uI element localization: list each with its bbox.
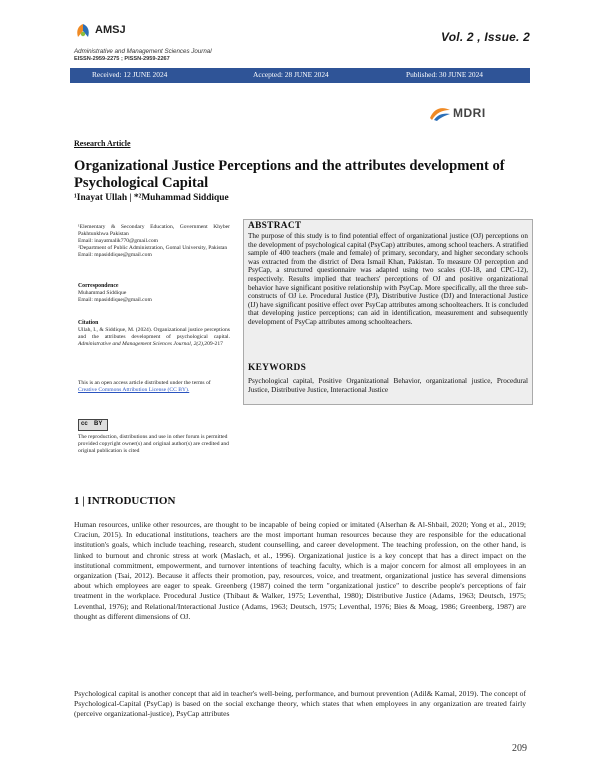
received-date: Received: 12 JUNE 2024: [92, 70, 168, 79]
citation: [78, 327, 230, 348]
section-heading: 1 | INTRODUCTION: [74, 495, 176, 507]
page-number: 209: [512, 743, 527, 754]
citation-pages: 209-217: [204, 341, 223, 347]
journal-logo: [74, 21, 134, 41]
citation-text: Ullah, I., & Siddique, M. (2024). Organizational justice perceptions and the attributes development of psychological capital.: [78, 327, 230, 340]
authors-line: ¹Inayat Ullah | *²Muhammad Siddique: [74, 193, 229, 203]
intro-paragraph-1: Human resources, unlike other resources, are thought to be incapable of being copied or imitated (Alserhan & Al-Shbail, 2020; Yong et al., 2019; Craciun, 2015). In educational institutions, teachers are the most important human resources because they are responsible for the educational institution's goals, which include teaching, research, student counselling, and career development. The teaching profession, on the other hand, is linked to burnout and chronic stress at work (Maslach, et al., 1996). Organizational justice is a key concept that has a direct impact on the institutional commitment, empowerment, and turnover intentions of teaching faculty, which is a major concern for almost all employees in an organization (Tsai, 2012). Because it affects their promotion, pay, resources, voice, and treatment, organizational justice has several dimensions about which employees are eager to speak. Greenberg (1987) coined the term "organizational justice" to describe people's perceptions of fair treatment in the workplace. Procedural Justice (Thibaut & Walker, 1975; Leventhal, 1980); Distributive Justice (Adams, 1963; Deutsch, 1975; Leventhal, 1976); and Relational/Interactional Justice (Adams, 1963; Deutsch, 1975; Leventhal, 1976; Bies & Moag, 1986; Greenberg, 1987) are thought as different dimensions of OJ.: [74, 520, 526, 621]
accepted-date: Accepted: 28 JUNE 2024: [253, 70, 329, 79]
affiliation-1: ¹Elementary & Secondary Education, Government Khyber Pakhtunkhwa Pakistan: [78, 224, 230, 237]
by-icon: BY: [94, 421, 103, 427]
journal-logo-text: AMSJ: [95, 24, 126, 36]
affiliations: [78, 224, 230, 259]
dates-bar: [70, 68, 530, 83]
amsj-logo-icon: [74, 22, 92, 40]
affiliation-1-email: Email: inayatmalik770@gmail.com: [78, 238, 159, 244]
publisher-logo-text: MDRI: [453, 106, 486, 120]
license-link[interactable]: Creative Commons Attribution License (CC BY).: [78, 387, 190, 393]
intro-paragraph-2: Psychological capital is another concept that aid in teacher's well-being, performance, and burnout prevention (Adil& Kamal, 2019). The concept of Psychological-Capital (PsyCap) is based on the social exchange theory, which states that when employees in any organization are treated fairly (perceive organizational-justice), PsyCap attributes: [74, 689, 526, 719]
keywords-text: Psychological capital, Positive Organizational Behavior, organizational justice, Procedural Justice, Distributive Justice, Interactional Justice: [248, 377, 528, 395]
correspondence: [78, 290, 230, 304]
correspondence-email: Email: mpasiddique@gmail.com: [78, 297, 152, 303]
published-date: Published: 30 JUNE 2024: [406, 70, 483, 79]
affiliation-2: ²Department of Public Administration, Gomal University, Pakistan: [78, 245, 228, 251]
article-type: Research Article: [74, 139, 131, 148]
cc-by-badge: [78, 419, 108, 431]
correspondence-heading: Correspondence: [78, 283, 119, 289]
publisher-logo: [428, 104, 508, 122]
affiliation-2-email: Email: mpasiddique@gmail.com: [78, 252, 152, 258]
article-title: Organizational Justice Perceptions and the attributes development of Psychological Capital: [74, 158, 505, 191]
citation-heading: Citation: [78, 320, 99, 326]
issn-line: EISSN-2959-2275 ; PISSN-2959-2267: [74, 56, 170, 62]
volume-issue: Vol. 2 , Issue. 2: [441, 30, 530, 44]
keywords-heading: KEYWORDS: [248, 363, 307, 373]
abstract-text: The purpose of this study is to find potential effect of organizational justice (OJ) perceptions on the development of psychological capital (PsyCap) attributes, among school teachers. A stratified sample of 400 teachers (male and female) of primary, secondary, and higher secondary schools was extracted from the district of Dera Ismail Khan, Pakistan. To measure OJ perception and PsyCap, a structured questionnaire was adapted using two scales (OJ-18, and CPC-12), respectively. Results implied that teachers' perceptions of OJ and positive organizational behavior have significant positive relationship with PsyCap. More specifically, all the three sub-constructs of OJ i.e. Procedural Justice (PJ), Distributive Justice (DJ) and Interactional Justice (IJ) have significant positive effect over PsyCap attributes among schoolteachers. It is concluded that developing justice perceptions; can aid in identification, measurement and subsequently development of PsyCap attributes among schoolteachers.: [248, 232, 528, 326]
reproduction-note: The reproduction, distributions and use in other forum is permitted provided copyright owner(s) and original author(s) are credited and original publication is cited: [78, 434, 229, 454]
journal-name: Administrative and Management Sciences Journal: [74, 48, 212, 55]
correspondence-name: Muhammad Siddique: [78, 290, 127, 296]
citation-journal: Administrative and Management Sciences Journal, 2(2),: [78, 341, 205, 347]
mdri-logo-icon: [428, 104, 452, 122]
open-access-text: This is an open access article distributed under the terms of: [78, 380, 211, 386]
open-access-note: [78, 380, 230, 394]
cc-icon: cc: [81, 421, 88, 427]
abstract-heading: ABSTRACT: [248, 221, 302, 231]
